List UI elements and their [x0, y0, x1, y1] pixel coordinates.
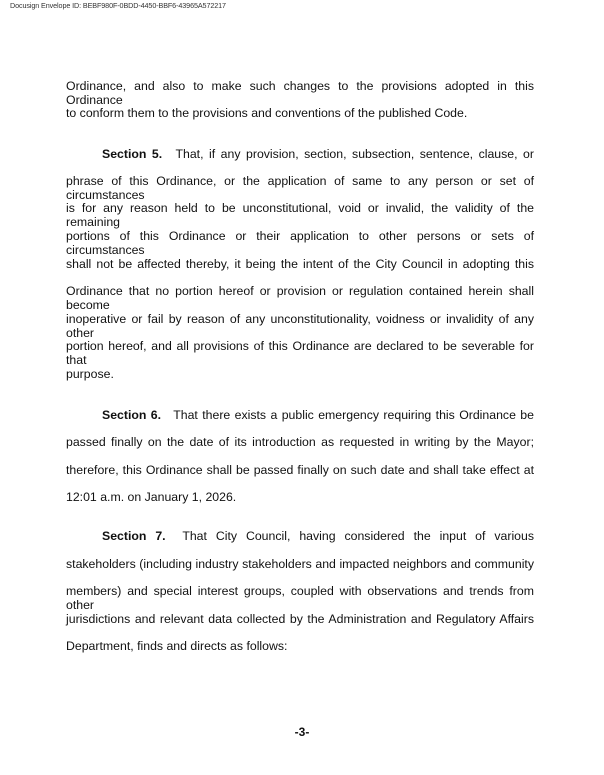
section-5-first-line [102, 147, 534, 161]
section-5-heading: Section 5. [102, 147, 163, 161]
paragraph-line: 12:01 a.m. on January 1, 2026. [66, 490, 237, 504]
paragraph-line: portions of this Ordinance or their application to other persons or sets of circumstances [66, 229, 534, 257]
paragraph-line: to conform them to the provisions and conventions of the published Code. [66, 106, 468, 120]
section-7-heading: Section 7. [102, 529, 166, 543]
paragraph-line: purpose. [66, 367, 114, 381]
paragraph-line: phrase of this Ordinance, or the application of same to any person or set of circumstances [66, 174, 534, 202]
paragraph-line: members) and special interest groups, coupled with observations and trends from other [66, 584, 534, 612]
paragraph-line: passed finally on the date of its introduction as requested in writing by the Mayor; [66, 435, 534, 449]
paragraph-line: shall not be affected thereby, it being the intent of the City Council in adopting this [66, 257, 534, 271]
section-6-heading: Section 6. [102, 408, 162, 422]
paragraph-line: portion hereof, and all provisions of this Ordinance are declared to be severable for that [66, 339, 534, 367]
section-7-text: That City Council, having considered the input of various [182, 529, 535, 543]
docusign-envelope-id: Docusign Envelope ID: BEBF980F-0BDD-4450-BBF6-43965A572217 [10, 1, 226, 10]
paragraph-line: therefore, this Ordinance shall be passed finally on such date and shall take effect at [66, 463, 534, 477]
section-6-text: That there exists a public emergency requiring this Ordinance be [173, 408, 534, 422]
paragraph-line: Department, finds and directs as follows: [66, 639, 288, 653]
paragraph-line: jurisdictions and relevant data collected by the Administration and Regulatory Affairs [66, 612, 534, 626]
paragraph-line: inoperative or fail by reason of any unconstitutionality, voidness or invalidity of any other [66, 312, 534, 340]
paragraph-line: stakeholders (including industry stakeholders and impacted neighbors and community [66, 557, 534, 571]
section-5-text: That, if any provision, section, subsection, sentence, clause, or [175, 147, 534, 161]
paragraph-line: is for any reason held to be unconstitutional, void or invalid, the validity of the remaining [66, 201, 534, 229]
section-6-first-line [102, 408, 534, 422]
paragraph-line: Ordinance that no portion hereof or provision or regulation contained herein shall become [66, 284, 534, 312]
section-7-first-line [102, 529, 534, 543]
page-number: -3- [294, 725, 310, 739]
paragraph-line: Ordinance, and also to make such changes to the provisions adopted in this Ordinance [66, 79, 534, 107]
